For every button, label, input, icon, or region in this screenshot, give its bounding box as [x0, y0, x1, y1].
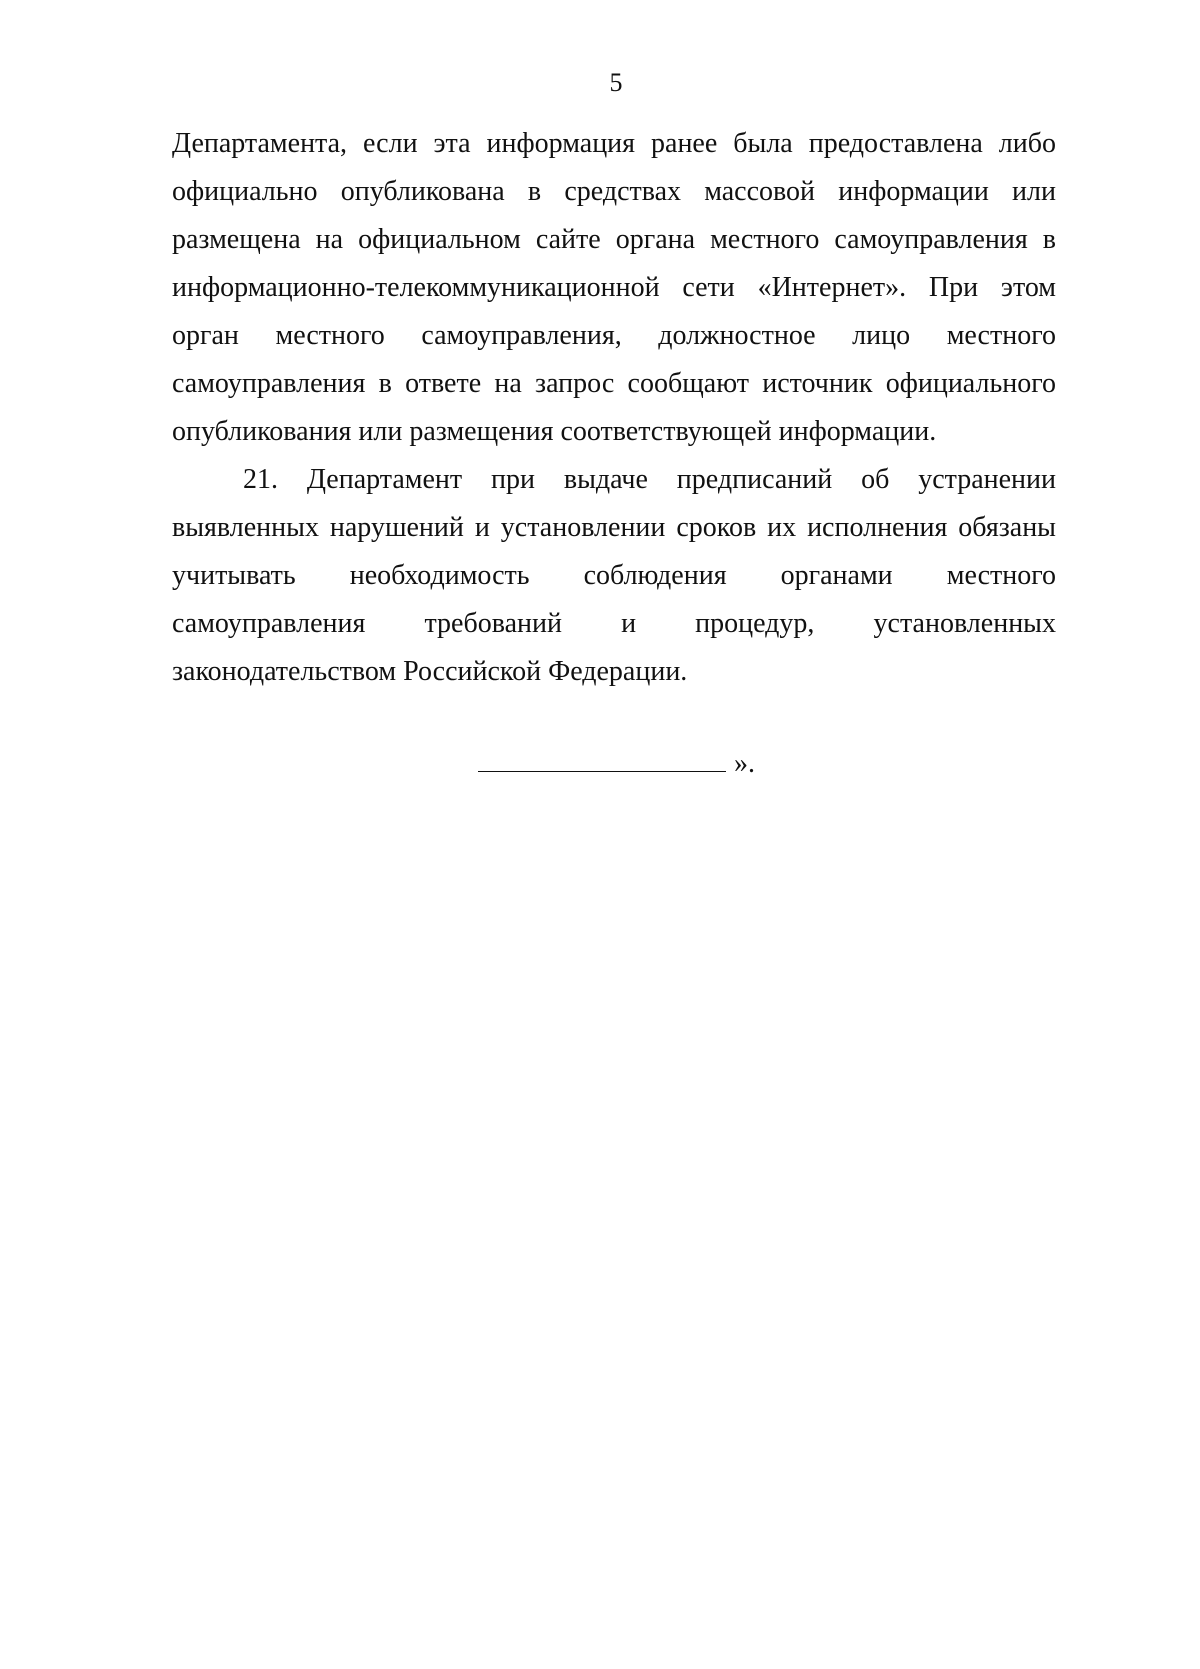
page-number: 5	[609, 68, 623, 97]
closing-quote-mark: ».	[734, 748, 755, 779]
horizontal-rule	[478, 771, 726, 772]
paragraph-item-21: 21. Департамент при выдаче предписаний об устранении выявленных нарушений и установлении сроков их исполнения обязаны учитывать необходимость соблюдения органами местного самоуправления требований и процедур, установленных законодательством Российской Федерации.	[172, 464, 1056, 687]
paragraph-continuation: Департамента, если эта информация ранее была предоставлена либо официально опубликована в средствах массовой информации или размещена на официальном сайте органа местного самоуправления в информационно-телекоммуникационной сети «Интернет». При этом орган местного самоуправления, должностное лицо местного самоуправления в ответе на запрос сообщают источник официального опубликования или размещения соответствующей информации.	[172, 128, 1056, 447]
closing-line	[478, 748, 755, 780]
document-body	[172, 120, 1056, 696]
